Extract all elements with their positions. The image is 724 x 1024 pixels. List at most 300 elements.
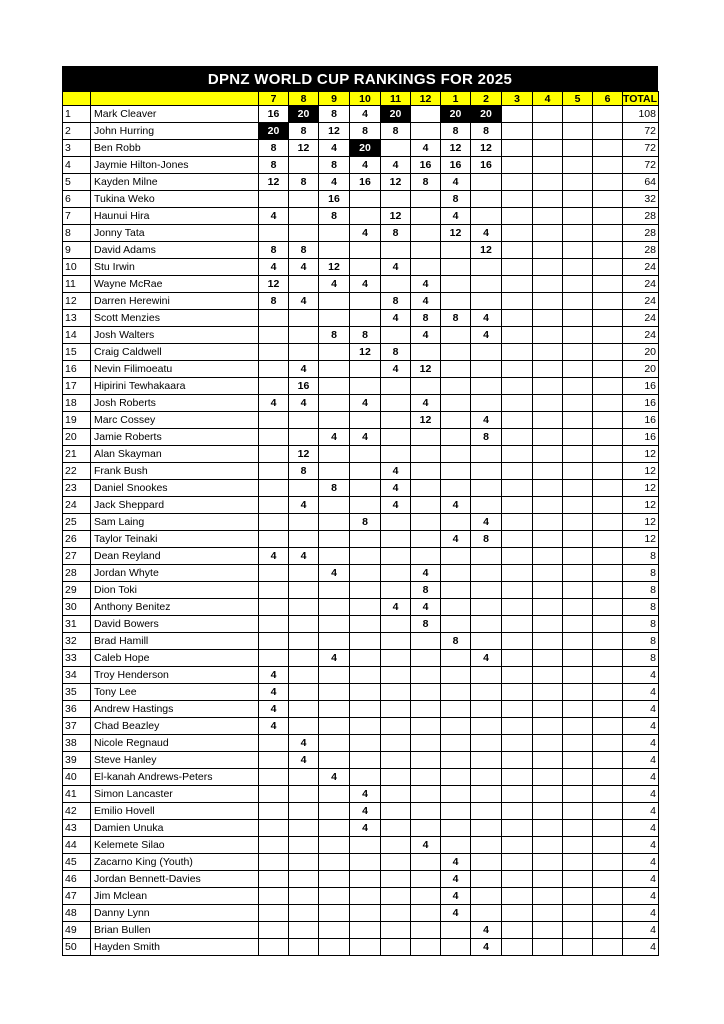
score-cell	[441, 786, 471, 803]
score-cell: 20	[350, 140, 381, 157]
rank-cell: 45	[63, 854, 91, 871]
score-cell: 20	[289, 106, 319, 123]
score-cell	[563, 378, 593, 395]
table-row	[63, 225, 659, 242]
score-cell	[289, 905, 319, 922]
score-cell	[319, 514, 350, 531]
table-row	[63, 684, 659, 701]
score-cell: 4	[381, 480, 411, 497]
score-cell: 4	[289, 395, 319, 412]
score-cell	[533, 922, 563, 939]
player-name-cell: Stu Irwin	[91, 259, 259, 276]
score-cell	[350, 293, 381, 310]
table-row	[63, 276, 659, 293]
score-cell	[533, 718, 563, 735]
total-cell: 16	[623, 395, 659, 412]
score-cell	[381, 667, 411, 684]
score-cell	[502, 565, 533, 582]
score-cell	[533, 463, 563, 480]
table-row	[63, 905, 659, 922]
score-cell	[471, 565, 502, 582]
column-header: 8	[289, 92, 319, 106]
score-cell	[441, 939, 471, 956]
rank-cell: 47	[63, 888, 91, 905]
total-cell: 8	[623, 599, 659, 616]
score-cell	[563, 310, 593, 327]
score-cell	[593, 803, 623, 820]
rank-cell: 10	[63, 259, 91, 276]
score-cell	[563, 769, 593, 786]
score-cell: 16	[441, 157, 471, 174]
score-cell	[289, 871, 319, 888]
player-name-cell: Mark Cleaver	[91, 106, 259, 123]
score-cell	[381, 871, 411, 888]
score-cell: 12	[350, 344, 381, 361]
score-cell	[381, 276, 411, 293]
score-cell	[593, 361, 623, 378]
score-cell	[533, 429, 563, 446]
score-cell	[350, 939, 381, 956]
total-cell: 24	[623, 259, 659, 276]
player-name-cell: Darren Herewini	[91, 293, 259, 310]
score-cell: 4	[319, 429, 350, 446]
score-cell	[533, 497, 563, 514]
score-cell	[441, 565, 471, 582]
table-row	[63, 922, 659, 939]
score-cell	[350, 769, 381, 786]
score-cell	[350, 242, 381, 259]
score-cell	[411, 548, 441, 565]
score-cell	[533, 701, 563, 718]
score-cell: 4	[441, 497, 471, 514]
score-cell	[289, 276, 319, 293]
score-cell	[259, 327, 289, 344]
score-cell: 12	[441, 225, 471, 242]
score-cell	[319, 497, 350, 514]
score-cell	[411, 633, 441, 650]
player-name-cell: David Bowers	[91, 616, 259, 633]
score-cell	[259, 310, 289, 327]
score-cell	[319, 939, 350, 956]
total-cell: 8	[623, 582, 659, 599]
score-cell	[533, 735, 563, 752]
score-cell: 8	[471, 531, 502, 548]
score-cell: 4	[441, 531, 471, 548]
score-cell	[381, 786, 411, 803]
score-cell	[593, 820, 623, 837]
score-cell	[350, 361, 381, 378]
player-name-cell: Brad Hamill	[91, 633, 259, 650]
score-cell	[411, 344, 441, 361]
score-cell	[350, 616, 381, 633]
score-cell	[411, 820, 441, 837]
score-cell	[471, 735, 502, 752]
score-cell	[502, 718, 533, 735]
total-cell: 8	[623, 565, 659, 582]
rank-cell: 34	[63, 667, 91, 684]
rank-cell: 11	[63, 276, 91, 293]
score-cell	[533, 531, 563, 548]
score-cell: 12	[319, 123, 350, 140]
rank-cell: 31	[63, 616, 91, 633]
player-name-cell: Scott Menzies	[91, 310, 259, 327]
score-cell	[289, 803, 319, 820]
score-cell	[563, 735, 593, 752]
player-name-cell: Hayden Smith	[91, 939, 259, 956]
score-cell	[350, 548, 381, 565]
score-cell: 8	[441, 633, 471, 650]
rank-cell: 14	[63, 327, 91, 344]
table-row	[63, 548, 659, 565]
score-cell	[502, 752, 533, 769]
score-cell	[502, 106, 533, 123]
score-cell	[319, 344, 350, 361]
score-cell	[533, 803, 563, 820]
score-cell	[502, 599, 533, 616]
score-cell	[381, 327, 411, 344]
score-cell	[259, 854, 289, 871]
score-cell	[411, 854, 441, 871]
score-cell	[593, 599, 623, 616]
score-cell	[350, 531, 381, 548]
score-cell	[502, 429, 533, 446]
rank-cell: 29	[63, 582, 91, 599]
score-cell	[289, 684, 319, 701]
score-cell: 8	[259, 293, 289, 310]
score-cell: 4	[319, 565, 350, 582]
score-cell	[259, 412, 289, 429]
column-header: 7	[259, 92, 289, 106]
column-header: 3	[502, 92, 533, 106]
table-row	[63, 293, 659, 310]
score-cell: 8	[350, 514, 381, 531]
score-cell	[289, 718, 319, 735]
score-cell: 8	[319, 208, 350, 225]
sheet-title: DPNZ WORLD CUP RANKINGS FOR 2025	[62, 66, 658, 91]
score-cell	[441, 837, 471, 854]
score-cell: 4	[259, 395, 289, 412]
score-cell	[563, 514, 593, 531]
score-cell	[441, 752, 471, 769]
score-cell	[289, 157, 319, 174]
score-cell	[533, 837, 563, 854]
score-cell	[350, 582, 381, 599]
score-cell: 12	[381, 208, 411, 225]
score-cell	[350, 752, 381, 769]
score-cell	[289, 208, 319, 225]
score-cell	[259, 633, 289, 650]
score-cell	[289, 327, 319, 344]
score-cell	[502, 293, 533, 310]
score-cell	[563, 582, 593, 599]
score-cell	[259, 378, 289, 395]
rank-cell: 50	[63, 939, 91, 956]
score-cell	[533, 514, 563, 531]
score-cell	[289, 633, 319, 650]
score-cell	[593, 905, 623, 922]
score-cell: 4	[350, 157, 381, 174]
score-cell	[593, 140, 623, 157]
score-cell	[411, 888, 441, 905]
score-cell	[289, 667, 319, 684]
score-cell	[411, 871, 441, 888]
score-cell	[502, 888, 533, 905]
score-cell	[259, 191, 289, 208]
score-cell	[533, 871, 563, 888]
rank-cell: 3	[63, 140, 91, 157]
table-row	[63, 718, 659, 735]
score-cell	[411, 106, 441, 123]
score-cell: 4	[441, 208, 471, 225]
score-cell	[563, 599, 593, 616]
score-cell	[289, 820, 319, 837]
player-name-cell: Frank Bush	[91, 463, 259, 480]
score-cell: 8	[319, 327, 350, 344]
score-cell	[411, 208, 441, 225]
score-cell	[593, 106, 623, 123]
score-cell: 4	[411, 293, 441, 310]
score-cell	[471, 582, 502, 599]
score-cell	[259, 803, 289, 820]
score-cell	[441, 922, 471, 939]
score-cell	[563, 242, 593, 259]
rank-cell: 26	[63, 531, 91, 548]
score-cell	[502, 735, 533, 752]
table-row	[63, 599, 659, 616]
score-cell	[563, 939, 593, 956]
score-cell: 20	[471, 106, 502, 123]
total-cell: 16	[623, 429, 659, 446]
score-cell	[502, 157, 533, 174]
score-cell: 4	[441, 854, 471, 871]
player-name-cell: Josh Roberts	[91, 395, 259, 412]
rank-cell: 32	[63, 633, 91, 650]
score-cell	[350, 684, 381, 701]
score-cell	[441, 327, 471, 344]
score-cell	[411, 769, 441, 786]
score-cell	[563, 650, 593, 667]
score-cell	[502, 871, 533, 888]
score-cell	[563, 684, 593, 701]
column-header: 10	[350, 92, 381, 106]
score-cell	[259, 837, 289, 854]
score-cell	[319, 616, 350, 633]
score-cell: 4	[350, 786, 381, 803]
player-name-cell: Haunui Hira	[91, 208, 259, 225]
score-cell: 8	[259, 140, 289, 157]
score-cell	[319, 633, 350, 650]
score-cell	[381, 837, 411, 854]
score-cell	[441, 395, 471, 412]
table-row	[63, 174, 659, 191]
total-cell: 24	[623, 293, 659, 310]
score-cell	[319, 922, 350, 939]
score-cell: 4	[471, 327, 502, 344]
score-cell	[533, 140, 563, 157]
score-cell	[533, 905, 563, 922]
rank-cell: 39	[63, 752, 91, 769]
score-cell	[259, 565, 289, 582]
score-cell: 12	[259, 276, 289, 293]
score-cell	[411, 514, 441, 531]
score-cell	[471, 378, 502, 395]
score-cell	[259, 616, 289, 633]
score-cell: 4	[471, 939, 502, 956]
score-cell	[441, 616, 471, 633]
score-cell	[593, 667, 623, 684]
total-cell: 8	[623, 633, 659, 650]
rank-cell: 40	[63, 769, 91, 786]
score-cell	[563, 344, 593, 361]
score-cell: 4	[319, 769, 350, 786]
player-name-cell: Wayne McRae	[91, 276, 259, 293]
score-cell	[533, 276, 563, 293]
score-cell	[593, 718, 623, 735]
score-cell	[289, 412, 319, 429]
score-cell	[502, 684, 533, 701]
score-cell	[381, 905, 411, 922]
score-cell	[593, 514, 623, 531]
score-cell	[563, 854, 593, 871]
score-cell	[593, 429, 623, 446]
score-cell: 20	[381, 106, 411, 123]
score-cell	[319, 463, 350, 480]
score-cell	[533, 480, 563, 497]
player-name-cell: Nicole Regnaud	[91, 735, 259, 752]
score-cell	[502, 650, 533, 667]
score-cell: 4	[259, 667, 289, 684]
score-cell	[563, 106, 593, 123]
score-cell	[593, 310, 623, 327]
score-cell	[593, 344, 623, 361]
score-cell	[502, 225, 533, 242]
total-cell: 72	[623, 123, 659, 140]
score-cell	[471, 752, 502, 769]
score-cell	[563, 531, 593, 548]
score-cell	[533, 446, 563, 463]
score-cell	[563, 191, 593, 208]
column-header: 9	[319, 92, 350, 106]
score-cell	[319, 837, 350, 854]
score-cell	[502, 514, 533, 531]
total-cell: 4	[623, 786, 659, 803]
score-cell	[563, 361, 593, 378]
score-cell: 4	[259, 208, 289, 225]
score-cell: 12	[289, 140, 319, 157]
score-cell	[593, 157, 623, 174]
score-cell	[350, 191, 381, 208]
total-cell: 28	[623, 208, 659, 225]
score-cell	[533, 565, 563, 582]
player-name-cell: Troy Henderson	[91, 667, 259, 684]
score-cell	[593, 446, 623, 463]
player-name-cell: Caleb Hope	[91, 650, 259, 667]
score-cell	[411, 123, 441, 140]
score-cell	[441, 718, 471, 735]
score-cell	[563, 786, 593, 803]
player-name-cell: Brian Bullen	[91, 922, 259, 939]
score-cell	[441, 667, 471, 684]
score-cell	[593, 786, 623, 803]
score-cell	[471, 480, 502, 497]
score-cell	[319, 378, 350, 395]
header-rank-cell	[63, 92, 91, 106]
score-cell	[289, 310, 319, 327]
score-cell: 4	[350, 820, 381, 837]
score-cell	[289, 701, 319, 718]
score-cell: 8	[441, 123, 471, 140]
score-cell	[289, 531, 319, 548]
table-row	[63, 531, 659, 548]
score-cell	[593, 208, 623, 225]
score-cell	[411, 684, 441, 701]
score-cell: 4	[441, 888, 471, 905]
score-cell: 4	[319, 140, 350, 157]
score-cell	[259, 735, 289, 752]
column-header: 11	[381, 92, 411, 106]
score-cell	[381, 446, 411, 463]
total-cell: 20	[623, 344, 659, 361]
table-row	[63, 412, 659, 429]
player-name-cell: Jack Sheppard	[91, 497, 259, 514]
player-name-cell: Jordan Whyte	[91, 565, 259, 582]
rank-cell: 44	[63, 837, 91, 854]
score-cell	[350, 718, 381, 735]
score-cell	[471, 395, 502, 412]
score-cell	[533, 633, 563, 650]
score-cell	[533, 888, 563, 905]
total-cell: 4	[623, 922, 659, 939]
score-cell	[319, 242, 350, 259]
score-cell	[441, 242, 471, 259]
score-cell	[319, 531, 350, 548]
score-cell	[381, 939, 411, 956]
rank-cell: 12	[63, 293, 91, 310]
score-cell	[502, 446, 533, 463]
score-cell	[471, 786, 502, 803]
score-cell	[289, 769, 319, 786]
score-cell	[289, 650, 319, 667]
score-cell	[502, 276, 533, 293]
player-name-cell: Nevin Filimoeatu	[91, 361, 259, 378]
score-cell	[441, 361, 471, 378]
score-cell	[350, 208, 381, 225]
score-cell	[381, 650, 411, 667]
score-cell: 4	[411, 276, 441, 293]
score-cell: 4	[471, 514, 502, 531]
player-name-cell: Taylor Teinaki	[91, 531, 259, 548]
score-cell: 8	[411, 174, 441, 191]
score-cell	[502, 582, 533, 599]
player-name-cell: Ben Robb	[91, 140, 259, 157]
score-cell	[502, 259, 533, 276]
player-name-cell: Chad Beazley	[91, 718, 259, 735]
score-cell	[319, 871, 350, 888]
score-cell	[441, 701, 471, 718]
score-cell: 16	[259, 106, 289, 123]
score-cell	[593, 548, 623, 565]
player-name-cell: Jordan Bennett-Davies	[91, 871, 259, 888]
table-row	[63, 429, 659, 446]
score-cell	[319, 718, 350, 735]
score-cell	[259, 871, 289, 888]
score-cell: 8	[289, 174, 319, 191]
table-row	[63, 769, 659, 786]
score-cell: 8	[350, 327, 381, 344]
score-cell	[381, 616, 411, 633]
score-cell	[563, 225, 593, 242]
score-cell	[593, 378, 623, 395]
